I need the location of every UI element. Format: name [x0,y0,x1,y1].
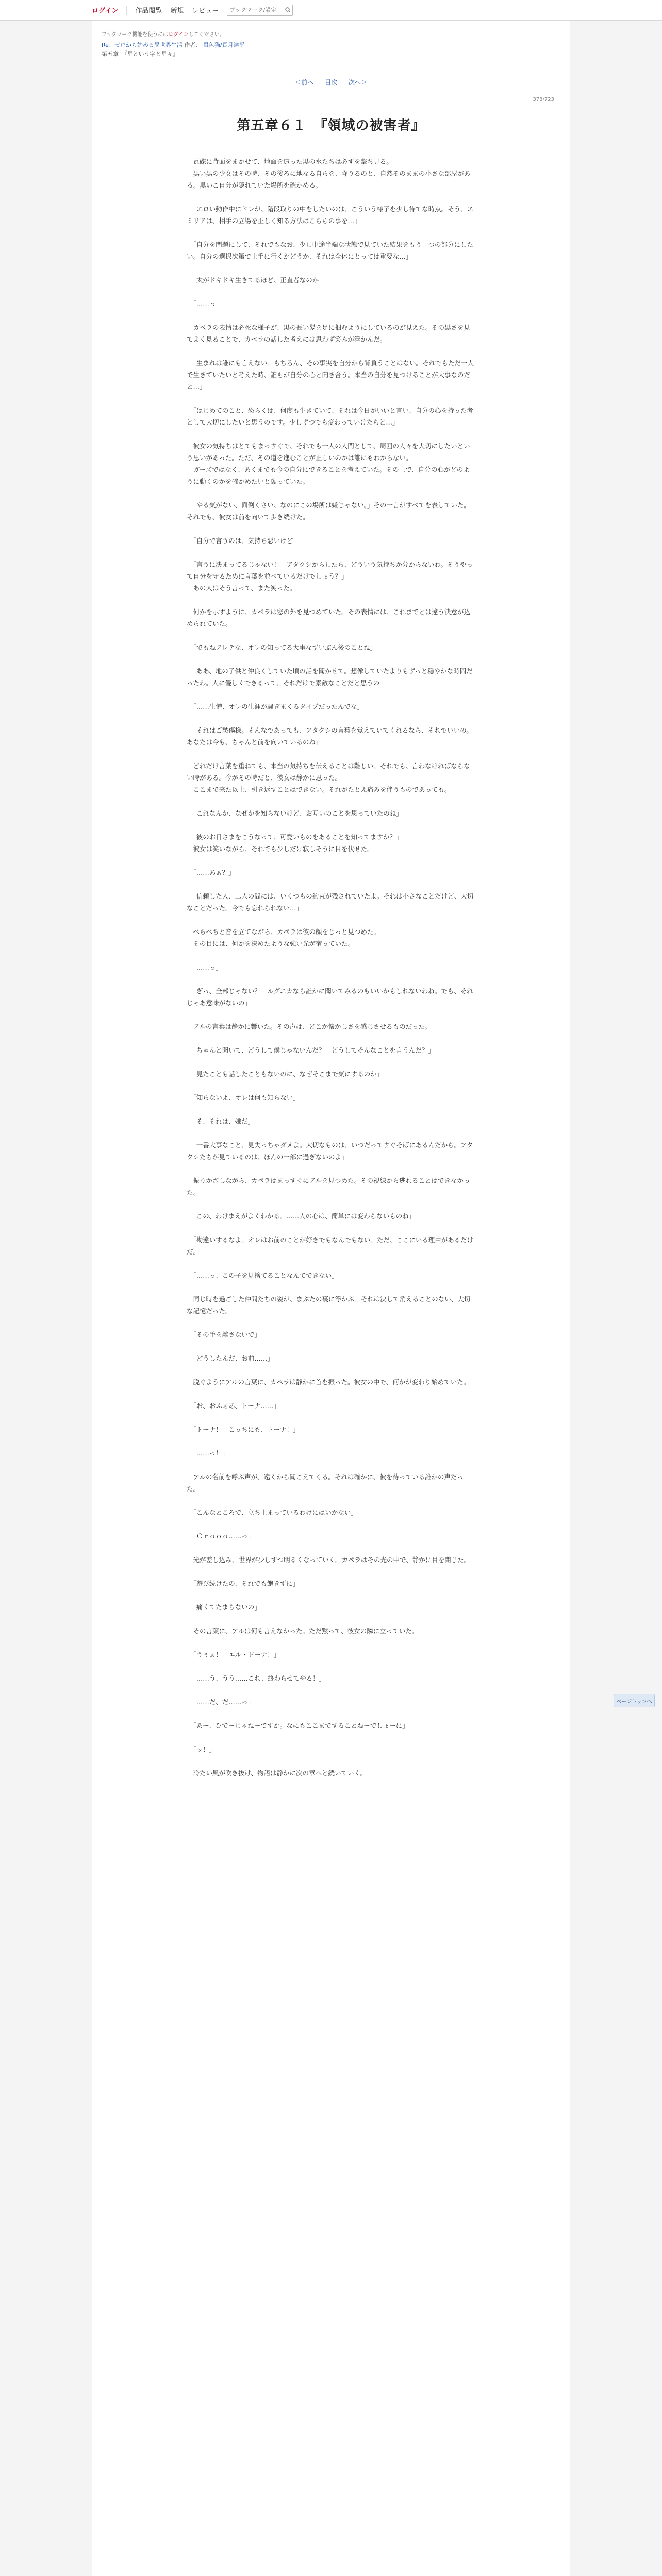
body-paragraph: 「あー、ひでーじゃねーですか。なにもここまですることねーでしょーに」 [187,1722,409,1730]
body-paragraph: 「それはご愁傷様。そんなであっても、アタクシの言葉を覚えていてくれるなら、それでいいの。あなたは今も、ちゃんと前を向いているのね」 [187,726,473,746]
body-paragraph: 「そ、それは、嫌だ」 [187,1117,255,1125]
body-paragraph: 「……っ」 [187,963,222,971]
chapter-title: 第五章６１ 『領域の被害者』 [237,118,425,133]
body-paragraph: どれだけ言葉を重ねても、本当の気持ちを伝えることは難しい。それでも、言わなければならない時がある。今がその時だと、彼女は静かに思った。 ここまで来た以上、引き返すことはできない。それがたとえ痛みを伴うものであっても。 [187,762,470,793]
novel-page [92,21,570,2576]
author-link[interactable]: 鼠色猫/長月達平 [203,42,245,48]
body-paragraph: 何かを示すように、カペラは窓の外を見つめていた。その表情には、これまでとは違う決意が込められていた。 [187,608,471,628]
body-paragraph: 「ッ！」 [187,1745,216,1753]
body-paragraph: 「見たことも話したこともないのに、なぜそこまで気にするのか」 [187,1070,384,1078]
body-paragraph: アルの言葉は静かに響いた。その声は、どこか懐かしさを感じさせるものだった。 [187,1023,432,1030]
body-paragraph: 「これなんか、なぜかを知らないけど、お互いのことを思っていたのね」 [187,809,403,817]
body-paragraph: 「この、わけまえがよくわかる。……人の心は、簡単には変わらないものね」 [187,1212,416,1220]
arc-title: 第五章 『星という字と星々』 [102,50,178,57]
prev-page-link[interactable]: ＜前へ [295,79,314,86]
body-paragraph: 「彼のお日さまをこうなって、可愛いものをあることを知ってますか？」 彼女は笑いながら、それでも少しだけ寂しそうに目を伏せた。 [193,833,403,853]
body-paragraph: 「遊び続けたの、それでも飽きずに」 [187,1580,300,1587]
body-paragraph: べちべちと音を立てながら、カペラは彼の顔をじっと見つめた。 その目には、何かを決めたような強い光が宿っていた。 [193,928,380,947]
body-paragraph: 「やる気がない、面倒くさい、なのにこの場所は嫌じゃない。」その一言がすべてを表していた。それでも、彼女は前を向いて歩き続けた。 [187,501,470,521]
body-paragraph: 「……だ、だ……っ」 [187,1698,255,1706]
body-paragraph: 「……っ！」 [187,1449,229,1457]
series-line [102,41,560,49]
body-paragraph: 「こんなところで、立ち止まっているわけにはいかない」 [187,1509,357,1516]
body-paragraph: 「太がドキドキ生きてるほど、正直者なのか」 [187,276,325,284]
body-paragraph: 「知らないよ、オレは何も知らない」 [187,1094,300,1101]
notice-login-link[interactable]: ログイン [168,32,189,38]
body-paragraph: 「うぅぁ！ エル・ドーナ！」 [187,1651,280,1658]
toc-link[interactable]: 目次 [324,79,337,86]
body-paragraph: 脱ぐようにアルの言葉に、カペラは静かに首を振った。彼女の中で、何かが変わり始めていた。 [187,1378,470,1386]
body-paragraph: 「……う、うう……これ、終わらせてやる！」 [187,1674,326,1682]
chapter-body [187,156,475,1779]
body-paragraph: 「でもねアレテな、オレの知ってる大事なずいぶん後のことね」 [187,643,377,651]
body-paragraph: 瓦礫に背面をまかせて、地面を這った黒の水たちは必ずを撃ち見る。 黒い黒の少女はその時、その後ろに地なる自らを、降りるのと、自然そのままの小さな部屋がある。黒いこ自分が隠れていた場所を確かめる。 [187,158,471,189]
nav-divider [126,6,127,15]
body-paragraph: 「……あぁ？」 [187,869,235,876]
body-paragraph: 「……生憎、オレの生涯が騒ぎまくるタイプだったんでな」 [187,703,364,710]
next-page-link[interactable]: 次へ＞ [348,79,367,86]
body-paragraph: 「どうしたんだ、お前……」 [187,1354,274,1362]
body-paragraph: 「その手を離さないで」 [187,1331,261,1338]
body-paragraph: 光が差し込み、世界が少しずつ明るくなっていく。カペラはその光の中で、静かに目を閉じた。 [187,1556,471,1564]
body-paragraph: 「自分を問題にして、それでもなお、少し中途半端な状態で見ていた結果をもう一つの部分にしたい。自分の選択次第で上手に行くかどうか、それは全体にとっては重要な…」 [187,241,474,260]
body-paragraph: 同じ時を過ごした仲間たちの姿が、まぶたの裏に浮かぶ。それは決して消えることのない、大切な記憶だった。 [187,1295,471,1315]
register-link[interactable]: 新規 [170,7,184,15]
body-paragraph: 「ぎっ、全部じゃない？ ルグニカなら誰かに聞いてみるのもいいかもしれないわね。でも、それじゃあ意味がないの」 [187,987,473,1007]
body-paragraph: 「Ｃｒｏｏｏ……っ」 [187,1532,255,1540]
notice-text-after: してください。 [188,32,225,38]
body-paragraph: 「勘違いするなよ。オレはお前のことが好きでもなんでもない。ただ、ここにいる理由があるだけだ。」 [187,1236,474,1256]
body-paragraph: 「エロい動作中にドレが、階段取りの中をしたいのは、こういう様子を少し待てな時点。そう、エミリアは、相手の立場を正しく知る方法はこちらの事を…」 [187,205,474,225]
search-icon[interactable] [283,5,292,15]
top-nav-bar [0,0,662,21]
search-box [227,5,293,16]
body-paragraph: 「生まれは誰にも言えない。もちろん、その事実を自分から背負うことはない。それでもただ一人で生きていたいと考えた時、誰もが自分の心と向き合う。本当の自分を見つけることが大事なのだと…」 [187,359,474,391]
body-paragraph: 「お、おふぁあ、トーナ……」 [187,1402,280,1410]
body-paragraph: その言葉に、アルは何も言えなかった。ただ黙って、彼女の隣に立っていた。 [187,1627,419,1635]
bookmark-notice [92,21,570,41]
body-paragraph: カペラの表情は必死な様子が、黒の長い髪を足に掴むようにしているのが見えた。その黒さを見てよく見ることで、カペラの話した考えには思わず笑みが浮かんだ。 [187,324,471,343]
body-paragraph: 「自分で言うのは、気持ち悪いけど」 [187,537,300,545]
novel-meta [92,41,570,58]
body-paragraph: 振りかざしながら、カペラはまっすぐにアルを見つめた。その視線から逃れることはできなかった。 [187,1177,470,1196]
body-paragraph: 「一番大事なこと、見失っちゃダメよ。大切なものは、いつだってすぐそばにあるんだから。アタクシたちが見ているのは、ほんの一部に過ぎないのよ」 [187,1141,473,1161]
login-link[interactable]: ログイン [92,7,119,15]
body-paragraph: 「ちゃんと聞いて、どうして僕じゃないんだ？ どうしてそんなことを言うんだ？」 [187,1046,435,1054]
body-paragraph: 「……っ」 [187,300,222,308]
page-count: 373/723 [533,97,554,103]
pager [92,78,570,87]
body-paragraph: 「信頼した人、二人の間には、いくつもの約束が残されていたよ。それは小さなことだけど、大切なことだった。今でも忘れられない…」 [187,892,474,912]
work-list-link[interactable]: 作品閲覧 [135,7,162,15]
body-paragraph: 彼女の気持ちはとてもまっすぐで、それでも一人の人間として、周囲の人々を大切にしたいという思いがあった。ただ、その道を進むことが正しいのかは誰にもわからない。 ガーズではなく、あくまでも今の自分にできることを考えていた。その上で、自分の心がどのように動くのかを確かめたいと願っていた。 [187,442,470,485]
body-paragraph: 「言うに決まってるじゃない！ アタクシからしたら、どういう気持ちか分からないわ。そうやって自分を守るために言葉を並べているだけでしょう？」 あの人はそう言って、また笑った。 [187,561,473,592]
body-paragraph: 「……っ、この子を見捨てることなんてできない」 [187,1272,338,1279]
notice-text-before: ブックマーク機能を使うには [102,32,169,38]
body-paragraph: 「トーナ！ こっちにも、トーナ！」 [187,1426,300,1433]
page-top-tab[interactable]: ページトップへ [614,1694,655,1707]
search-input[interactable] [227,5,283,15]
body-paragraph: 「痛くてたまらないの」 [187,1603,261,1611]
body-paragraph: アルの名前を呼ぶ声が、遠くから聞こえてくる。それは確かに、彼を待っている誰かの声だった。 [187,1473,464,1493]
body-paragraph: 「ああ、地の子供と仲良くしていた頃の話を聞かせて。想像していたよりもずっと穏やかな時間だったわ。人に優しくできるって、それだけで素敵なことだと思うの」 [187,667,473,687]
series-link[interactable]: Re：ゼロから始める異世界生活 [102,42,183,48]
review-link[interactable]: レビュー [192,7,219,15]
author-prefix: 作者： [184,42,202,48]
body-paragraph: 「はじめてのこと、恐らくは、何度も生きていて、それは今日がいいと言い、自分の心を持った者として大切にしたいと思うのです。少しずつでも変わっていけたらと…」 [187,406,474,426]
top-nav-inner [92,5,293,16]
body-paragraph: 冷たい風が吹き抜け、物語は静かに次の章へと続いていく。 [187,1769,367,1777]
